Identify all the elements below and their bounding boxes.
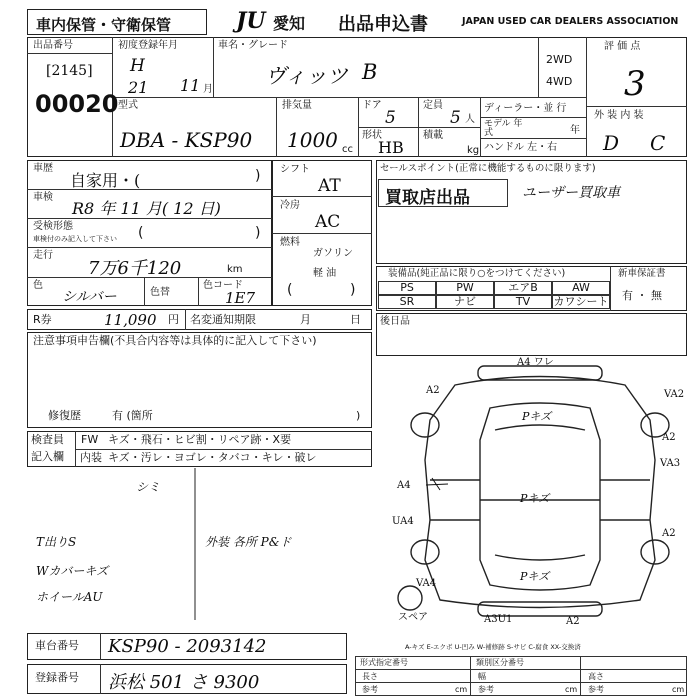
chassis-value: KSP90 - 2093142	[108, 636, 267, 657]
capacity-label: 定員	[423, 100, 443, 111]
drive-2wd: 2WD	[546, 53, 573, 66]
repair-value: 有 (箇所	[112, 409, 153, 422]
displacement-unit: cc	[342, 144, 353, 155]
footnote-cell: 形式指定番号	[360, 658, 408, 667]
color-code-label: 色コード	[203, 280, 243, 291]
org-name: 愛知	[273, 14, 306, 33]
model-year-unit: 年	[570, 125, 580, 136]
inspector-label-bottom: 記入欄	[31, 450, 64, 463]
registration-label: 登録番号	[35, 671, 79, 684]
inspector-note: 外装 各所 P&ド	[205, 535, 292, 549]
fuel-close: )	[350, 282, 356, 298]
equipment-item: カワシート	[553, 295, 609, 308]
reception-label: 受検形態	[33, 221, 73, 232]
first-registration-month: 11	[180, 76, 201, 95]
first-registration-month-unit: 月	[203, 84, 213, 95]
color-label: 色	[33, 280, 43, 291]
equipment-item: AW	[552, 281, 610, 295]
recycle-label: R券	[33, 313, 52, 326]
reception-note: 車検付のみ記入して下さい	[33, 235, 117, 243]
damage-label: VA2	[664, 389, 685, 400]
recycle-amount: 11,090	[104, 311, 157, 329]
form-title: 出品申込書	[338, 14, 428, 35]
reception-open: (	[138, 225, 144, 241]
equipment-label: 装備品(純正品に限り○をつけてください)	[388, 268, 566, 279]
load-unit: kg	[467, 145, 480, 156]
handle-label: ハンドル 左・右	[484, 142, 558, 153]
history-value: 自家用・(	[70, 171, 141, 190]
color-value: シルバー	[62, 289, 117, 305]
model-year-label: モデル 年式	[484, 119, 523, 138]
model-grade-value: B	[362, 60, 378, 84]
model-name-label: 車名・グレード	[218, 40, 288, 51]
damage-label: UA4	[392, 516, 414, 527]
shape-label: 形状	[362, 130, 382, 141]
sales-point-label: セールスポイント(正常に機能するものに限ります)	[380, 163, 596, 174]
footnote-cell: cm	[455, 685, 468, 694]
storage-label: 車内保管・守衛保管	[36, 16, 172, 34]
ju-logo: JU	[236, 8, 266, 34]
footnote-cell: cm	[672, 685, 685, 694]
equipment-item: ナビ	[436, 295, 494, 309]
notes-label: 注意事項申告欄(不具合内容等は具体的に記入して下さい)	[33, 334, 317, 347]
equipment-item: PS	[378, 281, 436, 295]
equipment-item: SR	[378, 295, 436, 309]
interior-score: C	[650, 131, 666, 155]
inspection-value: R8 年 11 月( 12 日)	[72, 199, 221, 218]
exterior-interior-label: 外 装 内 装	[594, 110, 644, 121]
footnote-cell: 参考	[478, 685, 494, 694]
dealer-label: ディーラー・並 行	[484, 103, 567, 114]
storage-label-box	[27, 9, 207, 35]
footnote-cell: 参考	[362, 685, 378, 694]
recycle-yen: 円	[168, 313, 179, 326]
damage-label: Pキズ	[520, 492, 550, 505]
rating-score: 3	[624, 64, 646, 104]
damage-label: VA3	[660, 458, 681, 469]
first-registration-year: 21	[128, 78, 149, 97]
doors-label: ドア	[362, 100, 382, 111]
after-loading-label: 後日品	[380, 316, 410, 327]
damage-label: Pキズ	[522, 410, 552, 423]
lot-number: 00020	[35, 90, 119, 118]
inspector-label-top: 検査員	[31, 433, 64, 446]
footnote-cell: 高さ	[588, 672, 604, 681]
load-label: 積載	[423, 130, 443, 141]
inspector-note: T出りS	[36, 535, 77, 549]
aircon-value: AC	[315, 212, 341, 232]
fw-label: FW	[81, 433, 99, 446]
type-label: 型式	[118, 100, 138, 111]
inspection-label: 車検	[33, 192, 53, 203]
repair-label: 修復歴	[48, 409, 81, 422]
equipment-item: TV	[494, 295, 552, 309]
damage-label: A2	[426, 385, 440, 396]
damage-label: Pキズ	[520, 570, 550, 583]
damage-label: VA4	[416, 578, 437, 589]
shift-value: AT	[318, 176, 341, 196]
color-code-value: 1E7	[225, 289, 256, 307]
mileage-unit: km	[227, 264, 243, 275]
lot-sub-code: [2145]	[46, 63, 93, 79]
shape-value: HB	[378, 138, 404, 157]
exterior-score: D	[603, 131, 620, 155]
first-registration-label: 初度登録年月	[118, 40, 178, 51]
inspector-note: ホイールAU	[36, 590, 103, 604]
inspector-note: シミ	[136, 480, 161, 494]
footnote-cell: 幅	[478, 672, 486, 681]
damage-label: A4 ワレ	[517, 357, 554, 368]
drive-4wd: 4WD	[546, 75, 573, 88]
rating-label: 評 価 点	[604, 41, 641, 52]
reception-close: )	[255, 225, 261, 241]
equipment-item: PW	[436, 281, 494, 295]
damage-label: A4	[397, 480, 411, 491]
shift-label: シフト	[280, 164, 310, 175]
fuel-open: (	[287, 282, 293, 298]
displacement-label: 排気量	[282, 100, 312, 111]
footnote-cell: cm	[565, 685, 578, 694]
damage-label: A2	[566, 616, 580, 627]
chassis-label: 車台番号	[35, 639, 79, 652]
color-swap-label: 色替	[150, 287, 170, 298]
fw-items: キズ・飛石・ヒビ割・リペア跡・X要	[108, 433, 292, 446]
interior-items: キズ・汚レ・ヨゴレ・タバコ・キレ・破レ	[108, 451, 317, 464]
aircon-label: 冷房	[280, 200, 300, 211]
fuel-gasoline: ガソリン	[313, 248, 353, 259]
damage-legend: A-キズ E-エクボ U-凹み W-補修跡 S-サビ C-腐食 XX-交換済	[405, 643, 581, 651]
type-value: DBA - KSP90	[120, 128, 253, 152]
repair-close: )	[356, 409, 361, 422]
damage-label: A2	[662, 432, 676, 443]
fuel-label: 燃料	[280, 237, 300, 248]
warranty-label: 新車保証書	[618, 268, 666, 279]
model-name-value: ヴィッツ	[265, 64, 348, 88]
warranty-options: 有 ・ 無	[622, 289, 662, 302]
tax-notice-label: 名変通知期限	[190, 313, 256, 326]
lot-label: 出品番号	[33, 40, 73, 51]
tax-notice-day: 日	[350, 313, 361, 326]
mileage-value: 7万6千120	[88, 258, 182, 279]
first-registration-era: H	[130, 56, 145, 76]
sales-point-box	[376, 160, 687, 264]
sales-point-note: ユーザー買取車	[522, 185, 620, 201]
capacity-value: 5	[450, 108, 461, 128]
footnote-cell: 長さ	[362, 672, 378, 681]
capacity-unit: 人	[465, 114, 475, 125]
footnote-cell: 参考	[588, 685, 604, 694]
association-name: JAPAN USED CAR DEALERS ASSOCIATION	[462, 16, 679, 27]
damage-label: A3U1	[484, 614, 513, 625]
displacement-value: 1000	[287, 128, 338, 152]
history-close: )	[255, 168, 261, 184]
equipment-item: エアB	[494, 281, 552, 295]
interior-label: 内装	[80, 451, 102, 464]
sales-stamp: 買取店出品	[378, 179, 508, 207]
history-label: 車歴	[33, 163, 53, 174]
tax-notice-month: 月	[300, 313, 311, 326]
damage-label: A2	[662, 528, 676, 539]
inspector-note: Wカバーキズ	[36, 564, 109, 578]
registration-value: 浜松 501 さ 9300	[108, 672, 260, 693]
doors-value: 5	[385, 108, 396, 128]
after-loading-box	[376, 313, 687, 356]
damage-label: スペア	[398, 612, 428, 623]
fuel-diesel: 軽 油	[313, 268, 337, 279]
footnote-cell: 類別区分番号	[476, 658, 524, 667]
mileage-label: 走行	[33, 250, 53, 261]
